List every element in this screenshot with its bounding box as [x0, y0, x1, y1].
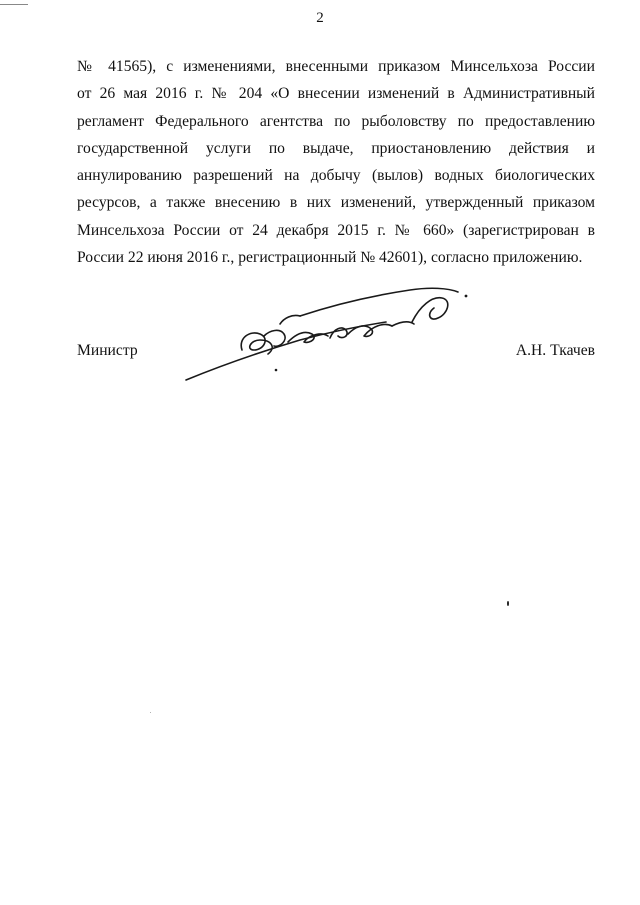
scan-speck	[150, 712, 151, 713]
page-number: 2	[316, 10, 324, 26]
paragraph-line: от 26 мая 2016 г. № 204 «О внесении изменений в Административный	[77, 85, 595, 103]
order-paragraph	[77, 53, 595, 271]
handwritten-signature	[180, 278, 480, 388]
paragraph-line: государственной услуги по выдаче, приостановлению действия и	[77, 139, 595, 157]
paragraph-line: ресурсов, а также внесению в них изменений, утвержденный приказом	[77, 194, 595, 212]
scan-edge-mark	[0, 4, 28, 5]
signatory-name: А.Н. Ткачев	[515, 342, 595, 359]
paragraph-line: № 41565), с изменениями, внесенными приказом Минсельхоза России	[77, 58, 595, 75]
paragraph-line: России 22 июня 2016 г., регистрационный № 42601), согласно приложению.	[77, 249, 583, 267]
paragraph-line: Минсельхоза России от 24 декабря 2015 г. № 660» (зарегистрирован в	[77, 221, 595, 239]
paragraph-line: регламент Федерального агентства по рыболовству по предоставлению	[77, 112, 595, 130]
scan-speck	[507, 601, 509, 606]
paragraph-line: аннулированию разрешений на добычу (вылов) водных биологических	[77, 167, 595, 185]
signatory-position: Министр	[77, 342, 138, 359]
